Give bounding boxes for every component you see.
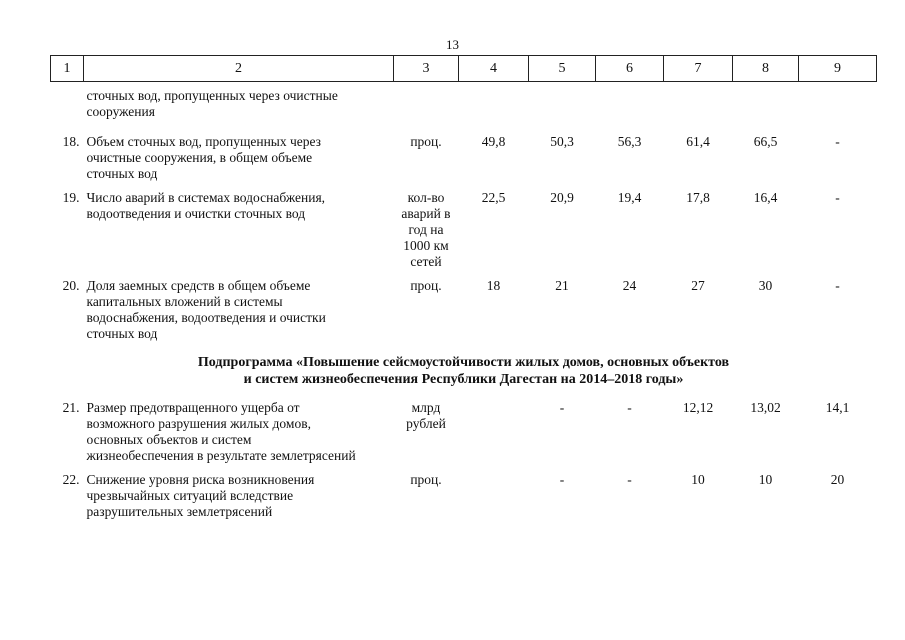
value-cell: 30 xyxy=(758,278,773,293)
value-cell: 17,8 xyxy=(686,190,710,205)
value-cell: 27 xyxy=(691,278,705,293)
indicator-text: Доля заемных средств в общем объеме капитальных вложений в системы водоснабжения, водоотведения и очистки сточных вод xyxy=(86,278,326,341)
unit-cell: млрд рублей xyxy=(406,400,446,431)
value-cell: 61,4 xyxy=(686,134,710,149)
column-header: 8 xyxy=(733,56,799,82)
subprogram-row xyxy=(51,350,877,400)
value-cell: 16,4 xyxy=(753,190,778,205)
column-header: 3 xyxy=(394,56,459,82)
value-cell: 19,4 xyxy=(617,190,642,205)
table-row xyxy=(51,190,877,278)
row-number: 18. xyxy=(62,134,80,149)
row-number: 21. xyxy=(62,400,80,415)
table-body-seismic xyxy=(51,400,877,528)
value-cell xyxy=(459,472,529,528)
column-header: 1 xyxy=(51,56,84,82)
column-header: 6 xyxy=(596,56,664,82)
value-cell: - xyxy=(559,400,565,415)
row-number: 22. xyxy=(62,472,80,487)
value-cell: - xyxy=(835,278,840,293)
value-cell: - xyxy=(627,472,632,487)
value-cell: - xyxy=(835,134,840,149)
indicators-table xyxy=(50,55,877,528)
indicator-text: Объем сточных вод, пропущенных через очистные сооружения, в общем объеме сточных вод xyxy=(86,134,322,181)
table-header xyxy=(51,56,877,82)
table-row xyxy=(51,134,877,190)
value-cell: 66,5 xyxy=(753,134,778,149)
page-number: 13 xyxy=(446,37,459,52)
indicator-text: Число аварий в системах водоснабжения, водоотведения и очистки сточных вод xyxy=(86,190,326,221)
indicator-text: Снижение уровня риска возникновения чрезвычайных ситуаций вследствие разрушительных землетрясений xyxy=(86,472,315,519)
table-row xyxy=(51,472,877,528)
table-row xyxy=(51,278,877,350)
value-cell: 56,3 xyxy=(617,134,642,149)
value-cell: 22,5 xyxy=(481,190,506,205)
value-cell: - xyxy=(559,472,565,487)
value-cell: 12,12 xyxy=(682,400,714,415)
subprogram-title: Подпрограмма «Повышение сейсмоустойчивости жилых домов, основных объектов и систем жизнеобеспечения Республики Дагестан на 2014–2018 годы» xyxy=(197,355,730,387)
unit-cell: проц. xyxy=(410,278,442,293)
value-cell: 20 xyxy=(830,472,845,487)
value-cell: 50,3 xyxy=(550,134,574,149)
table-row-continued xyxy=(51,82,877,135)
value-cell: - xyxy=(627,400,632,415)
value-cell: 24 xyxy=(622,278,637,293)
column-header: 2 xyxy=(84,56,394,82)
value-cell: 18 xyxy=(486,278,501,293)
value-cell: - xyxy=(835,190,840,205)
indicator-text: сточных вод, пропущенных через очистные сооружения xyxy=(86,88,338,119)
indicator-text: Размер предотвращенного ущерба от возможного разрушения жилых домов, основных объектов и систем жизнеобеспечения в результате землетрясений xyxy=(86,400,356,463)
row-number: 20. xyxy=(62,278,80,293)
column-header: 5 xyxy=(529,56,596,82)
value-cell: 10 xyxy=(691,472,705,487)
value-cell: 21 xyxy=(555,278,569,293)
column-header: 7 xyxy=(664,56,733,82)
table-row xyxy=(51,400,877,472)
unit-cell: проц. xyxy=(410,134,442,149)
unit-cell: кол-во аварий в год на 1000 км сетей xyxy=(401,190,451,269)
row-number: 19. xyxy=(62,190,80,205)
value-cell: 49,8 xyxy=(481,134,506,149)
unit-cell: проц. xyxy=(410,472,442,487)
table-body-water xyxy=(51,134,877,350)
value-cell xyxy=(459,400,529,472)
value-cell: 10 xyxy=(758,472,773,487)
value-cell: 14,1 xyxy=(825,400,850,415)
value-cell: 20,9 xyxy=(550,190,574,205)
column-header: 4 xyxy=(459,56,529,82)
value-cell: 13,02 xyxy=(750,400,781,415)
column-header: 9 xyxy=(799,56,877,82)
